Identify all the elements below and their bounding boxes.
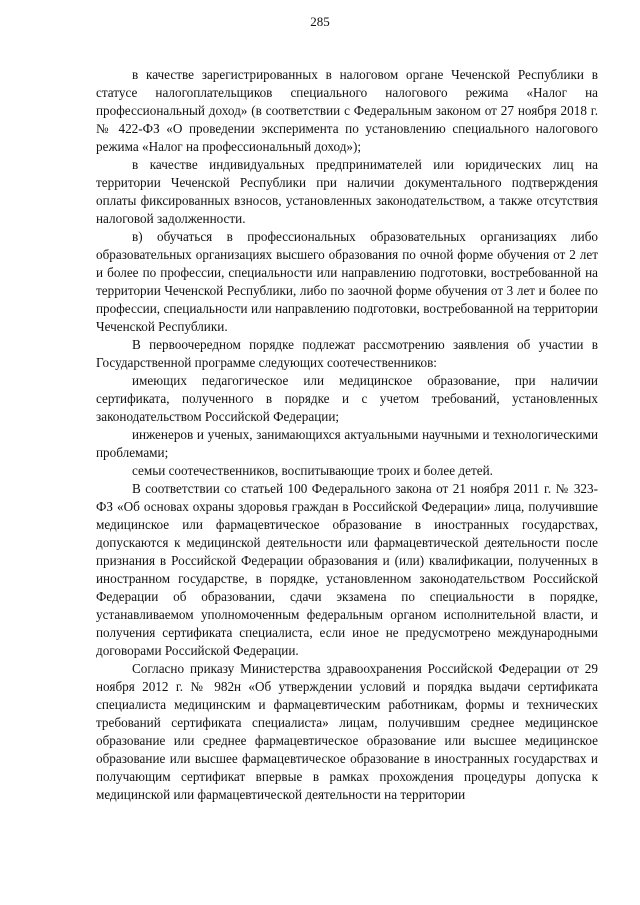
paragraph-pedagogical-medical: имеющих педагогическое или медицинское образование, при наличии сертификата, полученного в порядке и с учетом требований, установленных законодательством Российской Федерации; (96, 373, 598, 424)
paragraph-priority-consideration: В первоочередном порядке подлежат рассмотрению заявления об участии в Государственной программе следующих соотечественников: (96, 337, 598, 370)
paragraph-registered-self-employed: в качестве зарегистрированных в налоговом органе Чеченской Республики в статусе налогоплательщиков специального налогового режима «Налог на профессиональный доход» (в соответствии с Федеральным законом от 27 ноября 2018 г. № 422-ФЗ «О проведении эксперимента по установлению специального налогового режима «Налог на профессиональный доход»); (96, 67, 598, 154)
paragraph-entrepreneurs: в качестве индивидуальных предпринимателей или юридических лиц на территории Чеченской Республики при наличии документального подтверждения оплаты фиксированных взносов, установленных законодательством, а также отсутствия налоговой задолженности. (96, 157, 598, 226)
paragraph-order-982n: Согласно приказу Министерства здравоохранения Российской Федерации от 29 ноября 2012 г. № 982н «Об утверждении условий и порядка выдачи сертификата специалиста медицинским и фармацевтическим работникам, формы и технических требований сертификата специалиста» лицам, получившим среднее медицинское образование или среднее фармацевтическое образование или высшее медицинское образование или высшее фармацевтическое образование в иностранных государствах и получающим сертификат впервые в рамках прохождения процедуры допуска к медицинской или фармацевтической деятельности на территории (96, 661, 598, 802)
page-number: 285 (310, 14, 330, 29)
paragraph-education: в) обучаться в профессиональных образовательных организациях либо образовательных организациях высшего образования по очной форме обучения от 2 лет и более по профессии, специальности или направлению подготовки, востребованной на территории Чеченской Республики, либо по заочной форме обучения от 3 лет и более по профессии, специальности или направлению подготовки, востребованной на территории Чеченской Республики. (96, 229, 598, 334)
document-body (96, 66, 598, 804)
paragraph-engineers-scientists: инженеров и ученых, занимающихся актуальными научными и технологическими проблемами; (96, 427, 598, 460)
paragraph-article-100: В соответствии со статьей 100 Федерального закона от 21 ноября 2011 г. № 323-ФЗ «Об основах охраны здоровья граждан в Российской Федерации» лица, получившие медицинское или фармацевтическое образование в иностранных государствах, допускаются к медицинской деятельности или фармацевтической деятельности после признания в Российской Федерации образования и (или) квалификации, полученных в иностранном государстве, в порядке, установленном законодательством Российской Федерации об образовании, сдачи экзамена по специальности в порядке, устанавливаемом уполномоченным федеральным органом исполнительной власти, и получения сертификата специалиста, если иное не предусмотрено международными договорами Российской Федерации. (96, 481, 598, 658)
paragraph-large-families: семьи соотечественников, воспитывающие троих и более детей. (132, 463, 493, 478)
